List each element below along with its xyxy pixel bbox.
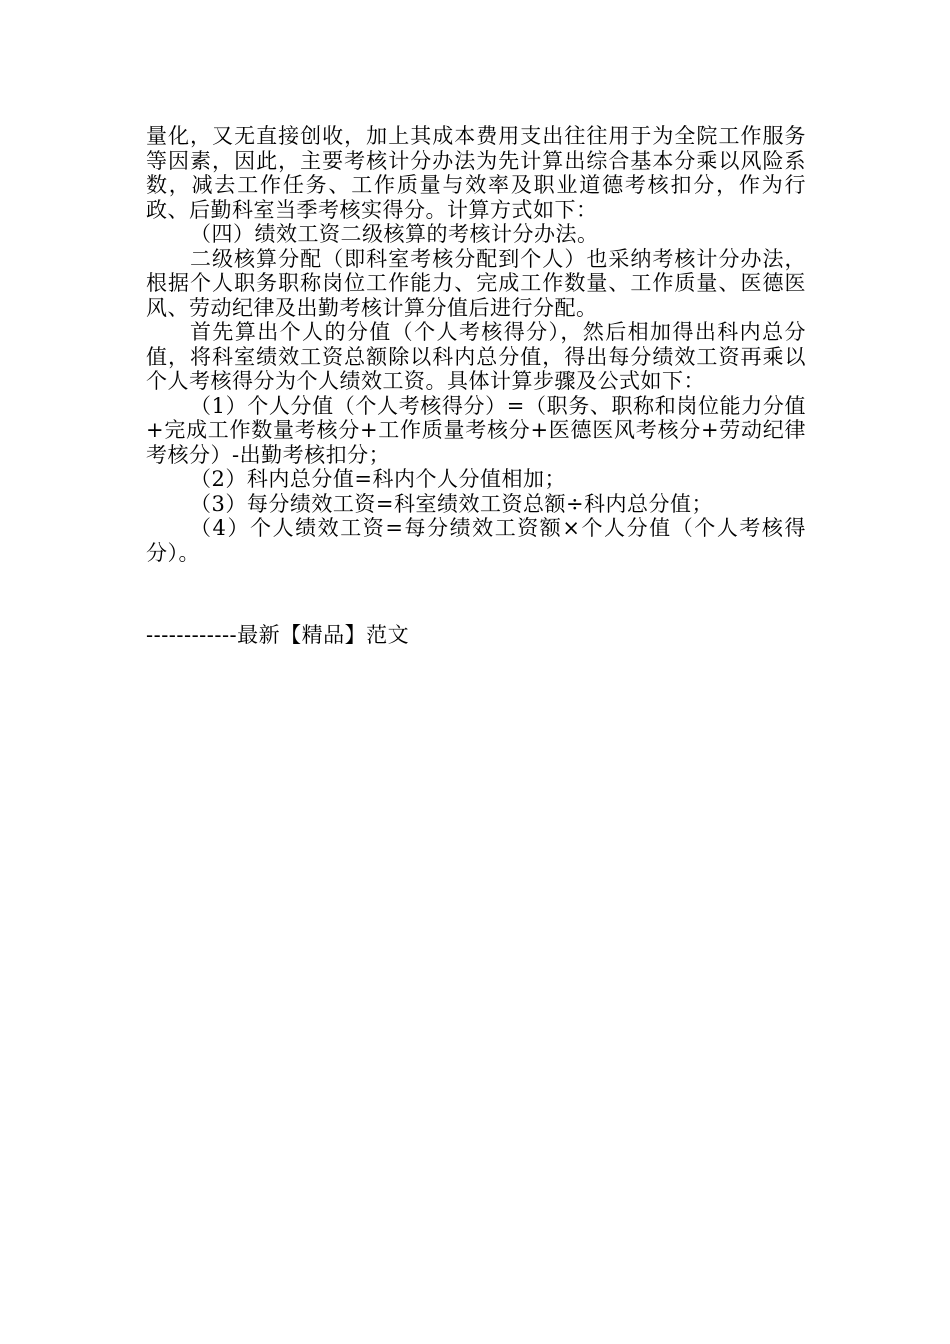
- paragraph-calculation-intro: 首先算出个人的分值（个人考核得分），然后相加得出科内总分值，将科室绩效工资总额除以科内总分值，得出每分绩效工资再乘以个人考核得分为个人绩效工资。具体计算步骤及公式如下：: [146, 320, 806, 393]
- formula-step-3: （3）每分绩效工资=科室绩效工资总额÷科内总分值；: [190, 491, 714, 516]
- footer-label: ------------最新【精品】范文: [146, 623, 410, 647]
- paragraph-section-heading: （四）绩效工资二级核算的考核计分办法。: [190, 222, 599, 246]
- paragraph-continuation: 量化，又无直接创收，加上其成本费用支出往往用于为全院工作服务等因素，因此，主要考核计分办法为先计算出综合基本分乘以风险系数，减去工作任务、工作质量与效率及职业道德考核扣分，作为行政、后勤科室当季考核实得分。计算方式如下：: [146, 124, 806, 222]
- formula-step-1: （1）个人分值（个人考核得分）=（职务、职称和岗位能力分值+完成工作数量考核分+工作质量考核分+医德医风考核分+劳动纪律考核分）-出勤考核扣分；: [146, 393, 806, 467]
- formula-step-2: （2）科内总分值=科内个人分值相加；: [190, 467, 566, 491]
- formula-step-4: （4）个人绩效工资=每分绩效工资额×个人分值（个人考核得分）。: [146, 516, 806, 565]
- paragraph-secondary-allocation: 二级核算分配（即科室考核分配到个人）也采纳考核计分办法，根据个人职务职称岗位工作能力、完成工作数量、工作质量、医德医风、劳动纪律及出勤考核计算分值后进行分配。: [146, 246, 806, 320]
- document-body: [146, 124, 806, 565]
